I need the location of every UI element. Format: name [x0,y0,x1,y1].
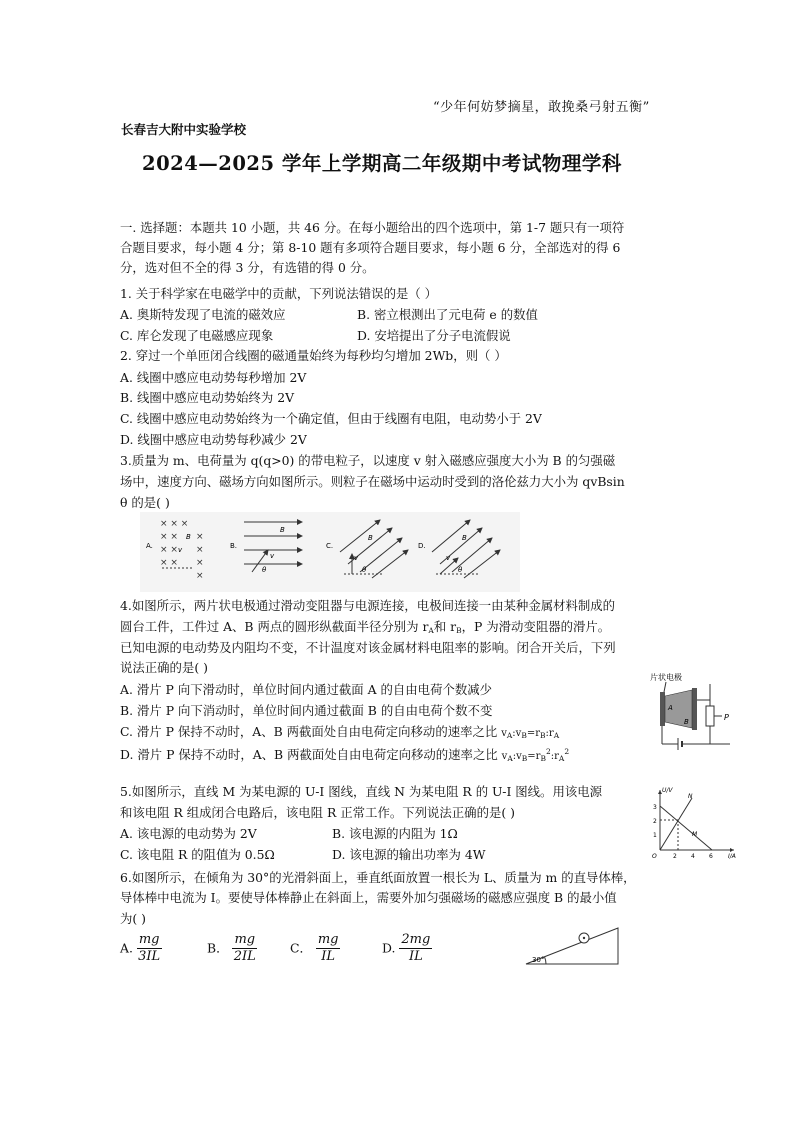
q3-fig-b-v-label: v [270,552,275,560]
svg-text:× × ×: × × × [160,519,189,529]
school-name: 长春吉大附中实验学校 [121,122,247,137]
q5-graph-line-n [660,798,692,850]
q5-graph-xtick-6: 6 [709,853,713,860]
svg-text:× ×: × × [160,532,178,542]
q4-option-a: A. 滑片 P 向下滑动时，单位时间内通过截面 A 的自由电荷个数减少 [120,682,493,697]
svg-text:×: × [196,545,204,555]
q5-option-d: D. 该电源的输出功率为 4W [332,847,486,862]
motto: “少年何妨梦摘星，敢挽桑弓射五衡” [433,100,650,115]
q3-fig-d-v-label: v [446,554,451,562]
section-intro-line-3: 分，选对但不全的得 3 分，有选错的得 0 分。 [120,260,375,275]
q3-fig-label-c: C. [326,542,334,550]
q3-fig-a-v-label: v [178,546,183,554]
q5-graph-ytick-2: 2 [653,818,657,825]
q6-option-b: B． $\frac{mg}{2IL}$ [207,932,256,964]
q4-fig-p: P [724,713,729,722]
q2-option-a: A. 线圈中感应电动势每秒增加 2V [120,370,307,385]
q4-stem-line-3: 已知电源的电动势及内阻均不变，不计温度对该金属材料电阻率的影响。闭合开关后，下列 [120,640,616,655]
q3-fig-label-b: B. [230,542,238,550]
q3-fig-label-d: D. [418,542,426,550]
q4-fig-electrode-label: 片状电极 [650,673,682,682]
q6-fig-angle: 30° [532,956,545,964]
q4-circuit-figure [648,670,744,756]
q3-stem-line-2: 场中，速度方向、磁场方向如图所示。则粒子在磁场中运动时受到的洛伦兹力大小为 qvBsin [120,474,625,489]
q1-option-d: D. 安培提出了分子电流假说 [357,328,511,343]
q4-fig-a: A [668,704,673,712]
q5-graph-ytick-3: 3 [653,804,657,811]
q4-stem-line-2: 圆台工件，工件过 A、B 两点的圆形纵截面半径分别为 $r_A$和 $r_B$，P 为滑动变阻器的滑片。 [120,619,611,635]
q2-stem: 2. 穿过一个单匝闭合线圈的磁通量始终为每秒均匀增加 2Wb，则（ ） [120,348,507,363]
q6-option-d: D. $\frac{2mg}{IL}$ [382,932,431,964]
q3-fig-c-b-label: B [368,534,373,542]
q3-stem-line-1: 3.质量为 m、电荷量为 q(q>0) 的带电粒子，以速度 v 射入磁感应强度大小为 B 的匀强磁 [120,453,616,468]
q3-fig-b-b-label: B [280,526,285,534]
q5-graph-ylabel: U/V [662,787,673,794]
section-intro-line-1: 一. 选择题：本题共 10 小题，共 46 分。在每小题给出的四个选项中，第 1-7 题只有一项符 [120,220,625,235]
svg-text:× ×: × × [160,545,178,555]
q3-figure [140,512,520,592]
q4-option-b: B. 滑片 P 向下消动时，单位时间内通过截面 B 的自由电荷个数不变 [120,703,493,718]
q1-stem: 1. 关于科学家在电磁学中的贡献，下列说法错误的是（ ） [120,286,438,301]
q1-option-b: B. 密立根测出了元电荷 e 的数值 [357,307,538,322]
q5-option-b: B. 该电源的内阻为 1Ω [332,826,458,841]
q4-stem-line-4: 说法正确的是( ) [120,660,208,675]
q5-option-c: C. 该电阻 R 的阻值为 0.5Ω [120,847,275,862]
page-title: 2024—2025 学年上学期高二年级期中考试物理学科 [142,152,622,175]
q6-option-a: A. $\frac{mg}{3IL}$ [120,932,161,964]
q6-incline-figure [524,924,622,968]
q1-option-c: C. 库仑发现了电磁感应现象 [120,328,274,343]
q3-fig-d-b-label: B [462,534,467,542]
q6-stem-line-1: 6.如图所示，在倾角为 30°的光滑斜面上，垂直纸面放置一根长为 L、质量为 m 的直导体棒， [120,870,636,885]
q4-option-c: C. 滑片 P 保持不动时，A、B 两截面处自由电荷定向移动的速率之比 $v_A:v_B=r_B:r_A$ [120,724,560,740]
q5-graph-xtick-2: 2 [673,853,677,860]
q5-graph-xtick-4: 4 [691,853,695,860]
q3-fig-c-angle: θ [362,566,367,574]
q3-stem-line-3: θ 的是( ) [120,495,170,510]
q5-graph-ytick-1: 1 [653,832,657,839]
q5-graph-origin: O [652,853,657,860]
svg-text:×: × [196,571,204,581]
q3-fig-b-angle: θ [262,566,267,574]
q5-graph-xlabel: I/A [728,853,736,860]
section-intro-line-2: 合题目要求，每小题 4 分；第 8-10 题有多项符合题目要求，每小题 6 分，全部选对的得 6 [120,240,621,255]
q4-option-d: D. 滑片 P 保持不动时，A、B 两截面处自由电荷定向移动的速率之比 $v_A:v_B=r_B^2:r_A^2$ [120,747,570,763]
q5-stem-line-2: 和该电阻 R 组成闭合电路后，该电阻 R 正常工作。下列说法正确的是( ) [120,805,515,820]
q3-fig-label-a: A. [146,542,153,550]
q4-fig-b: B [684,718,689,726]
q5-option-a: A. 该电源的电动势为 2V [120,826,257,841]
q5-graph-n-label: N [688,793,693,800]
q5-ui-graph [648,784,740,860]
q1-option-a: A. 奥斯特发现了电流的磁效应 [120,307,286,322]
q6-stem-line-3: 为( ) [120,911,146,926]
q5-stem-line-1: 5.如图所示，直线 M 为某电源的 U-I 图线，直线 N 为某电阻 R 的 U-I 图线。用该电源 [120,784,603,799]
q3-fig-a-b-label: B [186,533,191,541]
q5-graph-line-m [660,806,712,850]
q5-graph-m-label: M [692,831,698,838]
q6-option-c: C． $\frac{mg}{IL}$ [290,932,339,964]
q2-option-b: B. 线圈中感应电动势始终为 2V [120,390,295,405]
svg-text:×: × [196,558,204,568]
q6-stem-line-2: 导体棒中电流为 I。要使导体棒静止在斜面上，需要外加匀强磁场的磁感应强度 B 的最小值 [120,890,617,905]
q3-fig-d-angle: θ [458,566,463,574]
q3-fig-c-v-label: v [354,554,359,562]
q2-option-c: C. 线圈中感应电动势始终为一个确定值，但由于线圈有电阻，电动势小于 2V [120,411,542,426]
svg-text:× ×: × × [160,558,178,568]
q2-option-d: D. 线圈中感应电动势每秒减少 2V [120,432,307,447]
svg-text:×: × [196,532,204,542]
q4-stem-line-1: 4.如图所示，两片状电极通过滑动变阻器与电源连接，电极间连接一由某种金属材料制成的 [120,598,616,613]
